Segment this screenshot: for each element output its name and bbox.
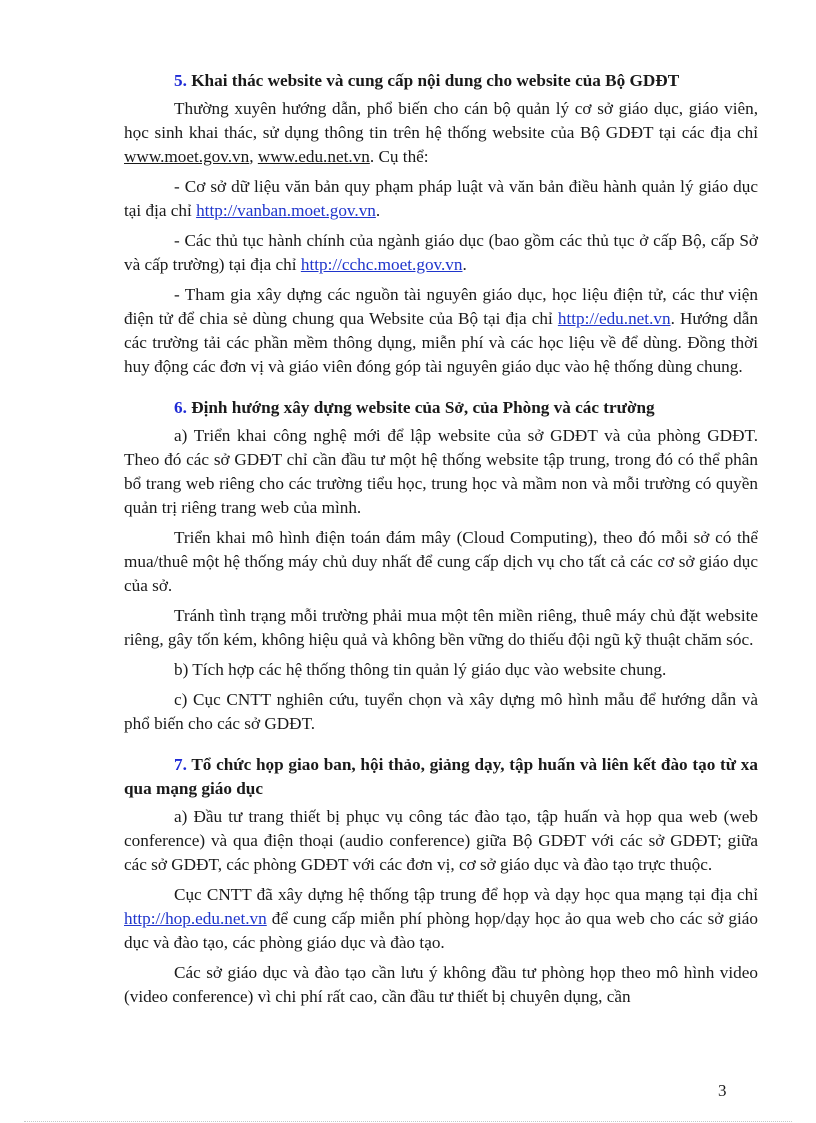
text: Thường xuyên hướng dẫn, phổ biến cho cán bộ quản lý cơ sở giáo dục, giáo viên, học sinh khai thác, sử dụng thông tin trên hệ thống website của Bộ GDĐT tại các địa chỉ bbox=[124, 99, 758, 142]
section-6-heading bbox=[124, 396, 758, 420]
text: . bbox=[375, 201, 381, 220]
text: để cung cấp miễn phí phòng họp/dạy học ảo qua web cho các sở giáo dục và đào tạo, các phòng giáo dục và đào tạo. bbox=[124, 909, 758, 952]
text: , bbox=[249, 147, 258, 166]
section-title: Tổ chức họp giao ban, hội thảo, giảng dạy, tập huấn và liên kết đào tạo từ xa qua mạng giáo dục bbox=[124, 755, 758, 798]
text: - Cơ sở dữ liệu văn bản quy phạm pháp luật và văn bản điều hành quản lý giáo dục tại địa chỉ bbox=[124, 177, 758, 220]
paragraph bbox=[124, 97, 758, 169]
paragraph bbox=[124, 883, 758, 955]
section-5-heading bbox=[124, 69, 758, 93]
paragraph bbox=[124, 229, 758, 277]
hop-link[interactable]: http://hop.edu.net.vn bbox=[124, 909, 267, 928]
paragraph bbox=[124, 175, 758, 223]
section-title: Khai thác website và cung cấp nội dung cho website của Bộ GDĐT bbox=[191, 71, 680, 90]
edunet-address: www.edu.net.vn bbox=[257, 147, 370, 166]
paragraph: Các sở giáo dục và đào tạo cần lưu ý không đầu tư phòng họp theo mô hình video (video conference) vì chi phí rất cao, cần đầu tư thiết bị chuyên dụng, cần bbox=[124, 963, 758, 1006]
document-page bbox=[124, 63, 758, 1009]
text: . bbox=[462, 255, 467, 274]
moet-address: www.moet.gov.vn bbox=[124, 147, 250, 166]
section-number: 6. bbox=[174, 398, 187, 417]
paragraph: Tránh tình trạng mỗi trường phải mua một tên miền riêng, thuê máy chủ đặt website riêng, gây tốn kém, không hiệu quả và không bền vững do thiếu đội ngũ kỹ thuật chăm sóc. bbox=[124, 606, 758, 649]
paragraph: b) Tích hợp các hệ thống thông tin quản lý giáo dục vào website chung. bbox=[174, 660, 667, 679]
section-title: Định hướng xây dựng website của Sở, của Phòng và các trường bbox=[191, 398, 655, 417]
edunet-link[interactable]: http://edu.net.vn bbox=[557, 309, 671, 328]
paragraph: c) Cục CNTT nghiên cứu, tuyển chọn và xây dựng mô hình mẫu để hướng dẫn và phổ biến cho các sở GDĐT. bbox=[124, 690, 758, 733]
paragraph bbox=[124, 283, 758, 379]
text: - Tham gia xây dựng các nguồn tài nguyên giáo dục, học liệu điện tử, các thư viện điện tử để chia sẻ dùng chung qua Website của Bộ tại địa chỉ bbox=[124, 285, 758, 328]
paragraph: a) Đầu tư trang thiết bị phục vụ công tác đào tạo, tập huấn và họp qua web (web conference) và qua điện thoại (audio conference) giữa Bộ GDĐT với các sở GDĐT; giữa các sở GDĐT, các phòng GDĐT với các đơn vị, cơ sở giáo dục và đào tạo trực thuộc. bbox=[124, 807, 758, 874]
paragraph: Triển khai mô hình điện toán đám mây (Cloud Computing), theo đó mỗi sở có thể mua/thuê một hệ thống máy chủ duy nhất để cung cấp dịch vụ cho tất cả các cơ sở giáo dục của sở. bbox=[124, 528, 758, 595]
page-border bbox=[24, 1121, 792, 1122]
section-number: 7. bbox=[174, 755, 187, 774]
text: - Các thủ tục hành chính của ngành giáo dục (bao gồm các thủ tục ở cấp Bộ, cấp Sở và cấp trường) tại địa chỉ bbox=[124, 231, 758, 274]
section-7-heading bbox=[124, 753, 758, 801]
text: . Hướng dẫn các trường tải các phần mềm thông dụng, miễn phí và các học liệu về để dùng. Đồng thời huy động các đơn vị và giáo viên đóng góp tài nguyên giáo dục vào hệ thống dùng chung. bbox=[124, 309, 758, 376]
section-number: 5. bbox=[174, 71, 187, 90]
cchc-link[interactable]: http://cchc.moet.gov.vn bbox=[300, 255, 463, 274]
paragraph: a) Triển khai công nghệ mới để lập website của sở GDĐT và của phòng GDĐT. Theo đó các sở GDĐT chỉ cần đầu tư một hệ thống website tập trung, trong đó có thể phân bổ trang web riêng cho các trường tiểu học, trung học và mầm non và mỗi trường có quyền quản trị riêng trang web của mình. bbox=[124, 426, 758, 517]
text: . Cụ thể: bbox=[369, 147, 429, 166]
page-number: 3 bbox=[718, 1081, 727, 1100]
text: Cục CNTT đã xây dựng hệ thống tập trung để họp và dạy học qua mạng tại địa chỉ bbox=[174, 885, 758, 904]
vanban-link[interactable]: http://vanban.moet.gov.vn bbox=[196, 201, 376, 220]
